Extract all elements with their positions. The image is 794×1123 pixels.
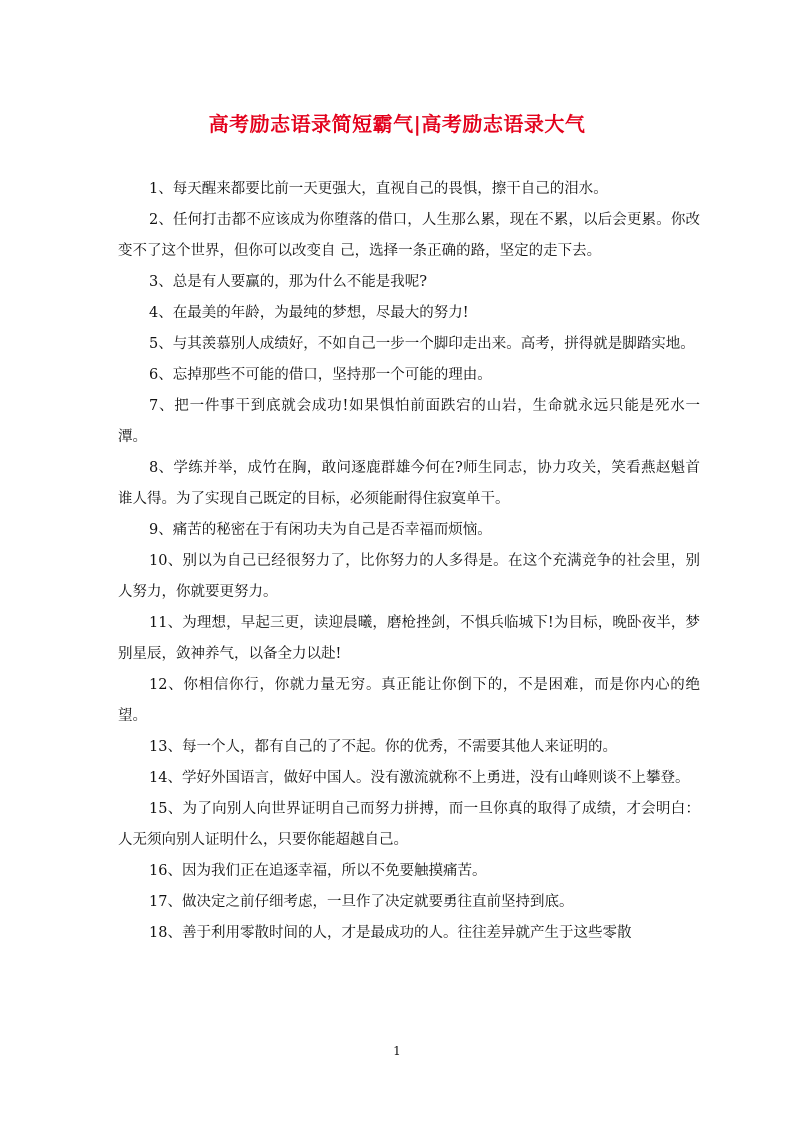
page-number: 1: [393, 1044, 401, 1058]
paragraph-12: 12、你相信你行，你就力量无穷。真正能让你倒下的，不是困难，而是你内心的绝望。: [118, 677, 700, 724]
paragraph-14: 14、学好外国语言，做好中国人。没有激流就称不上勇进，没有山峰则谈不上攀登。: [149, 770, 690, 786]
document-body: [118, 174, 700, 949]
paragraph-17: 17、做决定之前仔细考虑，一旦作了决定就要勇往直前坚持到底。: [149, 894, 574, 910]
page-title: 高考励志语录简短霸气|高考励志语录大气: [208, 112, 586, 136]
paragraph-15: 15、为了向别人向世界证明自己而努力拼搏，而一旦你真的取得了成绩，才会明白：人无须向别人证明什么，只要你能超越自己。: [118, 801, 700, 848]
paragraph-16: 16、因为我们正在追逐幸福，所以不免要触摸痛苦。: [149, 863, 487, 879]
paragraph-10: 10、别以为自己已经很努力了，比你努力的人多得是。在这个充满竞争的社会里，别人努力，你就要更努力。: [118, 553, 700, 600]
paragraph-8: 8、学练并举，成竹在胸，敢问逐鹿群雄今何在?师生同志，协力攻关，笑看燕赵魁首谁人得。为了实现自己既定的目标，必须能耐得住寂寞单干。: [118, 460, 700, 507]
paragraph-4: 4、在最美的年龄，为最纯的梦想，尽最大的努力!: [149, 305, 469, 321]
paragraph-9: 9、痛苦的秘密在于有闲功夫为自己是否幸福而烦恼。: [149, 522, 492, 538]
paragraph-13: 13、每一个人，都有自己的了不起。你的优秀，不需要其他人来证明的。: [149, 739, 617, 755]
paragraph-3: 3、总是有人要赢的，那为什么不能是我呢?: [149, 274, 427, 290]
paragraph-6: 6、忘掉那些不可能的借口，坚持那一个可能的理由。: [149, 367, 492, 383]
paragraph-7: 7、把一件事干到底就会成功!如果惧怕前面跌宕的山岩，生命就永远只能是死水一潭。: [118, 398, 700, 445]
paragraph-18: 18、善于利用零散时间的人，才是最成功的人。往往差异就产生于这些零散: [149, 925, 632, 941]
paragraph-2: 2、任何打击都不应该成为你堕落的借口，人生那么累，现在不累，以后会更累。你改变不了这个世界，但你可以改变自 己，选择一条正确的路，坚定的走下去。: [118, 212, 700, 259]
paragraph-11: 11、为理想，早起三更，读迎晨曦，磨枪挫剑，不惧兵临城下!为目标，晚卧夜半，梦别星辰，敛神养气，以备全力以赴!: [118, 615, 700, 662]
paragraph-1: 1、每天醒来都要比前一天更强大，直视自己的畏惧，擦干自己的泪水。: [149, 181, 608, 197]
paragraph-5: 5、与其羡慕别人成绩好，不如自己一步一个脚印走出来。高考，拼得就是脚踏实地。: [149, 336, 695, 352]
